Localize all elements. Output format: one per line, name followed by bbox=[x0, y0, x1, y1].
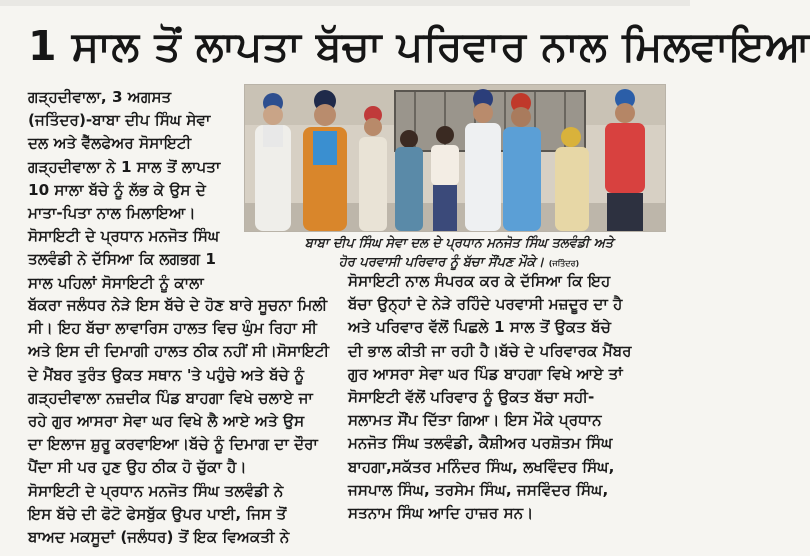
news-photo bbox=[244, 84, 666, 232]
photo-credit: (ਜਤਿੰਦਰ) bbox=[548, 259, 580, 268]
text-line: ਤਲਵੰਡੀ ਨੇ ਦੱਸਿਆ ਕਿ ਲਗਭਗ 1 bbox=[28, 250, 216, 269]
text-line: ਸੋਸਾਇਟੀ ਨਾਲ ਸੰਪਰਕ ਕਰ ਕੇ ਦੱਸਿਆ ਕਿ ਇਹ bbox=[348, 272, 611, 290]
text-line: ਗੁਰ ਆਸਰਾ ਸੇਵਾ ਘਰ ਪਿੰਡ ਬਾਹਗਾ ਵਿਖੇ ਆਏ ਤਾਂ bbox=[348, 364, 623, 383]
text-line: ਦਾ ਇਲਾਜ ਸ਼ੁਰੂ ਕਰਵਾਇਆ।ਬੱਚੇ ਨੂੰ ਦਿਮਾਗ ਦਾ ਦੌਰਾ bbox=[28, 435, 318, 454]
text-line: ਸਤਨਾਮ ਸਿੰਘ ਆਦਿ ਹਾਜ਼ਰ ਸਨ। bbox=[348, 504, 534, 523]
text-line: ਪੈਂਦਾ ਸੀ ਪਰ ਹੁਣ ਉਹ ਠੀਕ ਹੋ ਚੁੱਕਾ ਹੈ। bbox=[28, 458, 247, 477]
text-line: (ਜਤਿੰਦਰ)-ਬਾਬਾ ਦੀਪ ਸਿੰਘ ਸੇਵਾ bbox=[28, 111, 211, 130]
text-line: ਬਾਹਗਾ,ਸਕੱਤਰ ਮਨਿੰਦਰ ਸਿੰਘ, ਲਖਵਿੰਦਰ ਸਿੰਘ, bbox=[348, 457, 615, 476]
text-line: ਸੋਸਾਇਟੀ ਦੇ ਪ੍ਰਧਾਨ ਮਨਜੋਤ ਸਿੰਘ bbox=[28, 227, 220, 246]
text-line: ਇਸ ਬੱਚੇ ਦੀ ਫੋਟੋ ਫੇਸਬੁੱਕ ਉਪਰ ਪਾਈ, ਜਿਸ ਤੋਂ bbox=[28, 504, 287, 523]
group-photo-illustration bbox=[245, 85, 665, 231]
text-line: ਸਲਾਮਤ ਸੌਂਪ ਦਿੱਤਾ ਗਿਆ। ਇਸ ਮੌਕੇ ਪ੍ਰਧਾਨ bbox=[348, 411, 602, 430]
text-line: ਗੜ੍ਹਦੀਵਾਲਾ, 3 ਅਗਸਤ bbox=[28, 88, 172, 106]
left-column-lower bbox=[28, 294, 338, 549]
text-line: ਜਸਪਾਲ ਸਿੰਘ, ਤਰਸੇਮ ਸਿੰਘ, ਜਸਵਿੰਦਰ ਸਿੰਘ, bbox=[348, 480, 609, 499]
text-line: ਦਲ ਅਤੇ ਵੈੱਲਫੇਅਰ ਸੋਸਾਇਟੀ bbox=[28, 134, 192, 153]
text-line: ਮਾਤਾ-ਪਿਤਾ ਨਾਲ ਮਿਲਾਇਆ। bbox=[28, 204, 196, 223]
caption-line: ਬਾਬਾ ਦੀਪ ਸਿੰਘ ਸੇਵਾ ਦਲ ਦੇ ਪ੍ਰਧਾਨ ਮਨਜੋਤ ਸਿੰਘ ਤਲਵੰਡੀ ਅਤੇ bbox=[304, 236, 614, 251]
text-line: 10 ਸਾਲਾ ਬੱਚੇ ਨੂੰ ਲੱਭ ਕੇ ਉਸ ਦੇ bbox=[28, 180, 206, 199]
text-line: ਸੀ। ਇਹ ਬੱਚਾ ਲਾਵਾਰਿਸ ਹਾਲਤ ਵਿਚ ਘੁੰਮ ਰਿਹਾ ਸੀ bbox=[28, 319, 317, 338]
text-line: ਅਤੇ ਇਸ ਦੀ ਦਿਮਾਗੀ ਹਾਲਤ ਠੀਕ ਨਹੀਂ ਸੀ।ਸੋਸਾਇਟੀ bbox=[28, 342, 330, 361]
caption-text: ਹੋਰ ਪਰਵਾਸੀ ਪਰਿਵਾਰ ਨੂੰ ਬੱਚਾ ਸੌਂਪਣ ਮੌਕੇ। bbox=[338, 255, 545, 270]
headline: 1 ਸਾਲ ਤੋਂ ਲਾਪਤਾ ਬੱਚਾ ਪਰਿਵਾਰ ਨਾਲ ਮਿਲਵਾਇਆ bbox=[28, 22, 810, 70]
text-line: ਸੋਸਾਇਟੀ ਦੇ ਪ੍ਰਧਾਨ ਮਨਜੋਤ ਸਿੰਘ ਤਲਵੰਡੀ ਨੇ bbox=[28, 481, 284, 500]
text-line: ਦੇ ਮੈਂਬਰ ਤੁਰੰਤ ਉਕਤ ਸਥਾਨ 'ਤੇ ਪਹੁੰਚੇ ਅਤੇ ਬੱਚੇ ਨੂੰ bbox=[28, 365, 305, 384]
text-line: ਸੋਸਾਇਟੀ ਵੱਲੋਂ ਪਰਿਵਾਰ ਨੂੰ ਉਕਤ ਬੱਚਾ ਸਹੀ- bbox=[348, 388, 595, 407]
text-line: ਮਨਜੋਤ ਸਿੰਘ ਤਲਵੰਡੀ, ਕੈਸ਼ੀਅਰ ਪਰਸ਼ੋਤਮ ਸਿੰਘ bbox=[348, 434, 613, 453]
text-line: ਦੀ ਭਾਲ ਕੀਤੀ ਜਾ ਰਹੀ ਹੈ।ਬੱਚੇ ਦੇ ਪਰਿਵਾਰਕ ਮੈਂਬਰ bbox=[348, 341, 632, 360]
cropped-top-strip bbox=[0, 0, 690, 6]
cropped-adjacent-article bbox=[672, 0, 690, 556]
text-line: ਬਾਅਦ ਮਕਸੂਦਾਂ (ਜਲੰਧਰ) ਤੋਂ ਇਕ ਵਿਅਕਤੀ ਨੇ bbox=[28, 528, 290, 547]
text-line: ਬੱਕਰਾ ਜਲੰਧਰ ਨੇੜੇ ਇਸ ਬੱਚੇ ਦੇ ਹੋਣ ਬਾਰੇ ਸੂਚਨਾ ਮਿਲੀ bbox=[28, 296, 328, 314]
text-line: ਗੜ੍ਹਦੀਵਾਲਾ ਨਜ਼ਦੀਕ ਪਿੰਡ ਬਾਹਗਾ ਵਿਖੇ ਚਲਾਏ ਜਾ bbox=[28, 388, 313, 407]
text-line: ਗੜ੍ਹਦੀਵਾਲਾ ਨੇ 1 ਸਾਲ ਤੋਂ ਲਾਪਤਾ bbox=[28, 157, 221, 176]
left-column-upper bbox=[28, 86, 238, 295]
photo-caption bbox=[244, 234, 674, 273]
text-line: ਸਾਲ ਪਹਿਲਾਂ ਸੋਸਾਇਟੀ ਨੂੰ ਕਾਲਾ bbox=[28, 273, 204, 292]
text-line: ਬੱਚਾ ਉਨ੍ਹਾਂ ਦੇ ਨੇੜੇ ਰਹਿੰਦੇ ਪਰਵਾਸੀ ਮਜ਼ਦੂਰ ਦਾ ਹੈ bbox=[348, 295, 623, 314]
text-line: ਅਤੇ ਪਰਿਵਾਰ ਵੱਲੋਂ ਪਿਛਲੇ 1 ਸਾਲ ਤੋਂ ਉਕਤ ਬੱਚੇ bbox=[348, 318, 611, 337]
right-column bbox=[348, 270, 668, 525]
text-line: ਰਹੇ ਗੁਰ ਆਸਰਾ ਸੇਵਾ ਘਰ ਵਿਖੇ ਲੈ ਆਏ ਅਤੇ ਉਸ bbox=[28, 412, 305, 431]
